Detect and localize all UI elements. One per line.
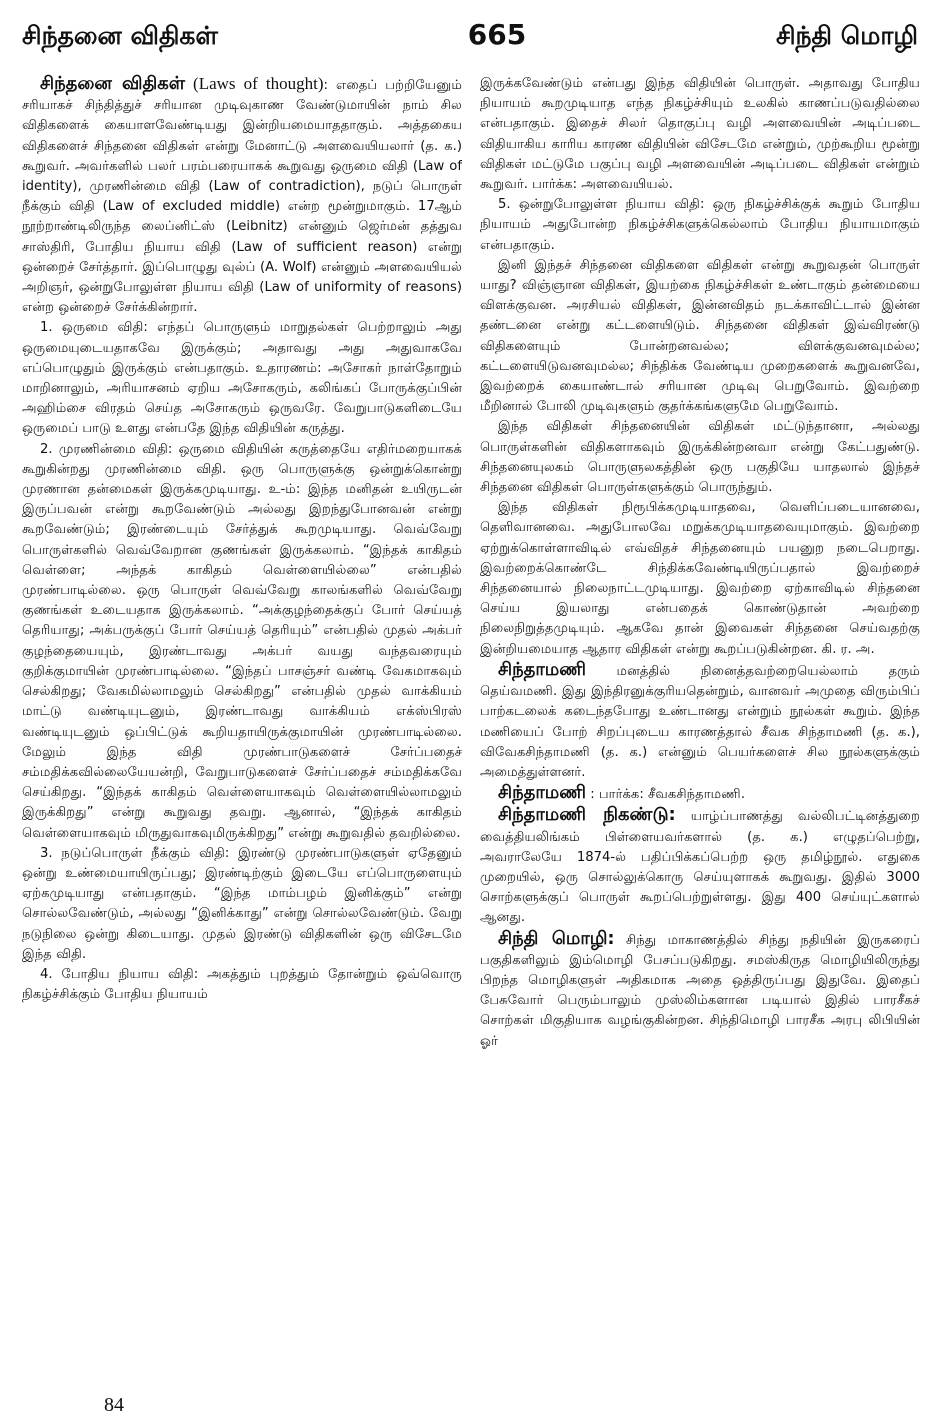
- paragraph: 3. நடுப்பொருள் நீக்கும் விதி: இரண்டு முரண்பாடுகளுள் ஏதேனும் ஒன்று உண்மையாயிருப்பது; இரண்டிற்கும் இடையே எப்பொருளையும் ஏற்கமுடியாது என்பதாகும். “இந்த மாம்பழம் இனிக்கும்” என்று சொல்லவேண்டும், அல்லது “இனிக்காது” என்று சொல்லவேண்டும். வேறு நடுநிலை ஒன்று கிடையாது. முதல் இரண்டு விதிகளின் ஒரு விசேடமே இந்த விதி.: [22, 845, 462, 962]
- entry-body: : எதைப் பற்றியேனும் சரியாகச் சிந்தித்துச் சரியான முடிவுகாண வேண்டுமாயின் நாம் சில விதிகளைக் கையாளவேண்டியது இன்றியமையாததாகும். அத்தகைய விதிகளைச் சிந்தனை விதிகள் என்று மேனாட்டு அளவையியலார் (த. க.) கூறுவர். அவர்களில் பலர் பரம்பரையாகக் கூறுவது ஒருமை விதி (Law of identity), முரணின்மை விதி (Law of contradiction), நடுப் பொருள் நீக்கும் விதி (Law of excluded middle) என்ற மூன்றுமாகும். 17ஆம் நூற்றாண்டிலிருந்த லைப்னிட்ஸ் (Leibnitz) என்னும் ஜெர்மன் தத்துவ சாஸ்திரி, போதிய நியாய விதி (Law of sufficient reason) என்று ஒன்றைச் சேர்த்தார். இப்பொழுது வுல்ப் (A. Wolf) என்னும் அளவையியல் அறிஞர், ஒன்றுபோலுள்ள நியாய விதி (Law of uniformity of reasons) என்ற ஒன்றைச் சேர்க்கின்றார்.: [22, 78, 462, 316]
- paragraph: 4. போதிய நியாய விதி: அகத்தும் புறத்தும் தோன்றும் ஒவ்வொரு நிகழ்ச்சிக்கும் போதிய நியாயம்: [22, 966, 462, 1003]
- entry-gloss: (Laws of thought): [193, 74, 324, 93]
- entry-chintamani-see: [480, 783, 920, 805]
- paragraph: 5. ஒன்றுபோலுள்ள நியாய விதி: ஒரு நிகழ்ச்சிக்குக் கூறும் போதிய நியாயம் அதுபோன்ற நிகழ்ச்சிகளுக்கெல்லாம் போதிய நியாயமாகும் என்பதாகும்.: [480, 197, 920, 253]
- entry-body: : பார்க்க: சீவகசிந்தாமணி.: [590, 787, 746, 803]
- entry-chintamani: [480, 660, 920, 783]
- left-column: [22, 74, 462, 1374]
- page-number-top: 665: [467, 18, 527, 51]
- entry-heading: சிந்தாமணி: [498, 782, 587, 804]
- paragraph: இந்த விதிகள் சிந்தனையின் விதிகள் மட்டுந்தானா, அல்லது பொருள்களின் விதிகளாகவும் இருக்கின்றனவா என்று கேட்பதுண்டு. சிந்தனையுலகம் பொருளுலகத்தின் ஒரு பகுதியே யாதலால் இந்தச் சிந்தனை விதிகள் பொருள்களுக்கும் பொருந்தும்.: [480, 419, 920, 496]
- entry-heading: சிந்தி மொழி:: [498, 927, 615, 949]
- entry-chintamani-nigandu: [480, 805, 920, 928]
- entry-sindhi-language: [480, 929, 920, 1052]
- entry-heading: சிந்தனை விதிகள்: [40, 74, 185, 94]
- paragraph: இனி இந்தச் சிந்தனை விதிகளை விதிகள் என்று கூறுவதன் பொருள் யாது? விஞ்ஞான விதிகள், இயற்கை நிகழ்ச்சிகள் உண்டாகும் தன்மையை விளக்குவன. அரசியல் விதிகள், இன்னவிதம் நடக்காவிட்டால் இன்ன தண்டனை என்று கட்டளையிடும். சிந்தனை விதிகள் இவ்விரண்டு விதிகளையும் போன்றனவல்ல; விளக்குவனவுமல்ல; கட்டளையிடுவனவுமல்ல; சிந்திக்க வேண்டிய முறைகளைக் கூறுவனவே, இவற்றைக் கையாண்டால் சரியான முடிவு பெறுவோம். இவற்றை மீறினால் போலி முடிவுகளும் குதர்க்கங்களுமே பெறுவோம்.: [480, 257, 920, 415]
- entry-laws-of-thought: [22, 74, 462, 318]
- paragraph: இந்த விதிகள் நிரூபிக்கமுடியாதவை, வெளிப்படையானவை, தெளிவானவை. அதுபோலவே மறுக்கமுடியாதவையுமாகும். இவற்றை ஏற்றுக்கொள்ளாவிடில் எவ்விதச் சிந்தனையும் பயனுற நடைபெறாது. இவற்றைக்கொண்டே சிந்திக்கவேண்டியிருப்பதால் இவற்றைச் சிந்தனையால் நிலைநாட்டமுடியாது. இவற்றை ஏற்காவிடில் சிந்தனை செய்ய இயலாது என்பதைக் கொண்டுதான் அவற்றை நிலைநிறுத்தமுடியும். ஆகவே தான் இவைகள் சிந்தனை செய்வதற்கு இன்றியமையாத ஆதார விதிகள் என்று கூறப்படுகின்றன. கி. ர. அ.: [480, 500, 920, 657]
- header-right-title: சிந்தி மொழி: [775, 21, 918, 50]
- entry-body: மனத்தில் நினைத்தவற்றையெல்லாம் தரும் தெய்வமணி. இது இந்திரனுக்குரியதென்றும், வானவர் அமுதை விரும்பிப் பாற்கடலைக் கடைந்தபோது உண்டானது என்றும் நூல்கள் கூறும். இந்த மணியைப் போற் சிறப்புடைய காரணத்தால் சீவக சிந்தாமணி (த. க.), விவேகசிந்தாமணி (த. க.) என்னும் பெயர்களைச் சில நூல்களுக்கும் அமைத்துள்ளனர்.: [480, 663, 920, 780]
- entry-body: யாழ்ப்பாணத்து வல்லிபட்டினத்துறை வைத்தியலிங்கம் பிள்ளையவர்களால் (த. க.) எழுதப்பெற்று, அவராலேயே 1874-ல் பதிப்பிக்கப்பெற்ற ஒரு தமிழ்நூல். எதுகை முறையில், ஒரு சொல்லுக்கொரு செய்யுளாகக் கூறுவது. இதில் 3000 சொற்களுக்குப் பொருள் கூறப்பெற்றுள்ளது. இது 400 செய்யுட்களால் ஆனது.: [480, 809, 920, 926]
- right-column: [480, 74, 920, 1374]
- header-left-title: சிந்தனை விதிகள்: [22, 21, 218, 50]
- paragraph: இருக்கவேண்டும் என்பது இந்த விதியின் பொருள். அதாவது போதிய நியாயம் கூறமுடியாத எந்த நிகழ்ச்சியும் உலகில் காணப்படுவதில்லை என்பதாகும். இதைச் சிலர் தொகுப்பு வழி அளவையின் அடிப்படை விதியாகிய காரிய காரண விதியின் விசேடமே என்றும், முற்கூறிய மூன்று விதிகள் மட்டுமே பகுப்பு வழி அளவையின் அடிப்படை விதிகள் என்றும் கூறுவர். பார்க்க: அளவையியல்.: [480, 76, 920, 193]
- entry-heading: சிந்தாமணி: [498, 658, 587, 680]
- running-header: [22, 18, 918, 58]
- text-columns: [22, 74, 920, 1374]
- entry-body: சிந்து மாகாணத்தில் சிந்து நதியின் இருகரைப் பகுதிகளிலும் இம்மொழி பேசப்படுகிறது. சமஸ்கிருத மொழியிலிருந்து பிறந்த மொழிகளுள் அதிகமாக அதை ஒத்திருப்பது இதுவே. இதைப் பேசுவோர் பெரும்பாலும் முஸ்லிம்களான படியால் இதில் பாரசீகச் சொற்கள் மிகுதியாக வழங்குகின்றன. சிந்திமொழி பாரசீக அரபு லிபியின் ஓர்: [480, 932, 920, 1049]
- paragraph: 2. முரணின்மை விதி: ஒருமை விதியின் கருத்தையே எதிர்மறையாகக் கூறுகின்றது முரணின்மை விதி. ஒரு பொருளுக்கு ஒன்றுக்கொன்று முரணான தன்மைகள் இருக்கமுடியாது. உ-ம்: இந்த மனிதன் உயிருடன் இருப்பவன் என்று கூறவேண்டும் அல்லது இறந்துபோனவன் என்று கூறவேண்டும்; இரண்டையும் சேர்த்துக் கூறமுடியாது. வெவ்வேறு பொருள்களில் வெவ்வேறான குணங்கள் இருக்கலாம். “இந்தக் காகிதம் வெள்ளை; அந்தக் காகிதம் வெள்ளையில்லை” என்பதில் முரண்பாடில்லை. ஒரு பொருள் வெவ்வேறு காலங்களில் வெவ்வேறு குணங்கள் உடையதாக இருக்கலாம். “அக்குழந்தைக்குப் போர் செய்யத் தெரியாது; அக்பருக்குப் போர் செய்யத் தெரியும்” என்பதில் முதல் அக்பர் குழந்தையையும், இரண்டாவது அக்பர் வயது வந்தவரையும் குறிக்குமாயின் முரண்பாடில்லை. “இந்தப் பாசஞ்சர் வண்டி வேகமாகவும் செல்கிறது; வேகமில்லாமலும் செல்கிறது” என்பதில் முதல் வாக்கியம் மாட்டு வண்டியுடனும், இரண்டாவது வாக்கியம் எக்ஸ்பிரஸ் வண்டியுடனும் ஒப்பிட்டுக் கூறியதாயிருக்குமாயின் முரண்பாடில்லை. மேலும் இந்த விதி முரண்பாடுகளைச் சேர்ப்பதைச் சம்மதிக்கவில்லையேயன்றி, வேறுபாடுகளைச் சேர்ப்பதைச் சம்மதிக்கவே செய்கிறது. “இந்தக் காகிதம் வெள்ளையாகவும் வெள்ளையில்லாமலும் இருக்கிறது” என்று கூறுவது தவறு. ஆனால், “இந்தக் காகிதம் வெள்ளையாகவும் மிருதுவாகவுமிருக்கிறது” என்று கூறுவதில் தவறில்லை.: [22, 441, 462, 841]
- entry-heading: சிந்தாமணி நிகண்டு:: [498, 804, 676, 826]
- paragraph: 1. ஒருமை விதி: எந்தப் பொருளும் மாறுதல்கள் பெற்றாலும் அது ஒருமையுடையதாகவே இருக்கும்; அதாவது அது அதுவாகவே எப்பொழுதும் இருக்கும் என்பதாகும். உதாரணம்: அசோகர் நாள்தோறும் மாறினாலும், அரியாசனம் ஏறிய அசோகரும், கலிங்கப் போருக்குப்பின் அஹிம்சை விரதம் செய்த அசோகரும் ஒருவரே. வேறுபாடுகளிடையே ஒருமைப் பாடு உளது என்பதே இந்த விதியின் கருத்து.: [22, 320, 462, 437]
- footer-page-number: 84: [104, 1394, 124, 1416]
